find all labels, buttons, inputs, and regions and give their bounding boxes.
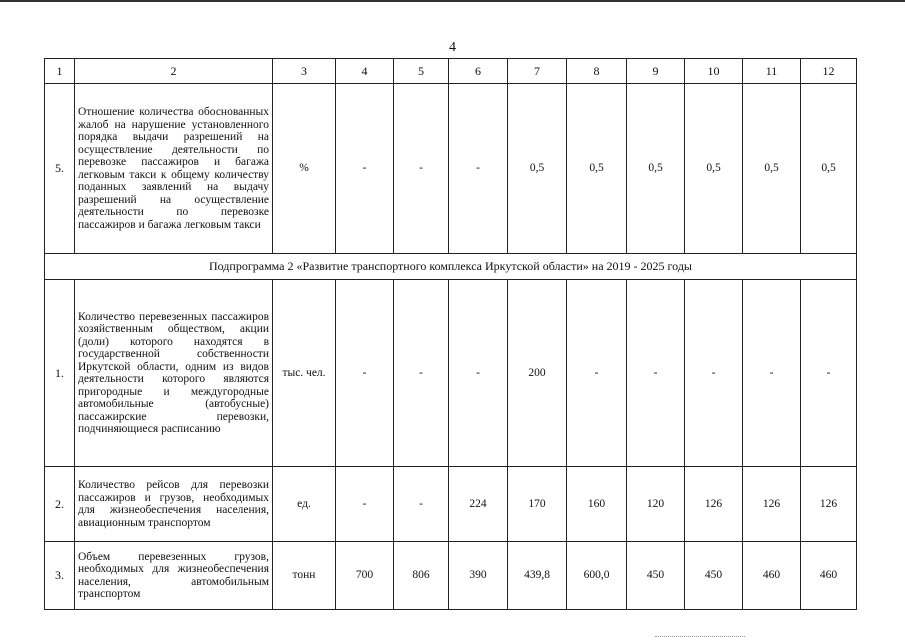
value-cell: 200 (508, 280, 567, 467)
top-border-line (0, 0, 905, 2)
value-cell: 126 (743, 467, 801, 542)
value-cell: - (743, 280, 801, 467)
value-cell: - (336, 467, 394, 542)
table-row (45, 84, 857, 254)
row-number: 2. (45, 467, 75, 542)
row-number: 5. (45, 84, 75, 254)
subprogram-row (45, 254, 857, 280)
value-cell: 0,5 (627, 84, 685, 254)
header-cell: 6 (449, 59, 508, 84)
header-cell: 4 (336, 59, 394, 84)
value-cell: 0,5 (743, 84, 801, 254)
subprogram-title: Подпрограмма 2 «Развитие транспортного комплекса Иркутской области» на 2019 - 2025 годы (45, 254, 857, 280)
value-cell: - (801, 280, 857, 467)
value-cell: - (567, 280, 627, 467)
row-number: 1. (45, 280, 75, 467)
value-cell: 224 (449, 467, 508, 542)
value-cell: 0,5 (508, 84, 567, 254)
header-cell: 1 (45, 59, 75, 84)
value-cell: 450 (685, 542, 743, 610)
value-cell: 126 (685, 467, 743, 542)
table-row (45, 280, 857, 467)
value-cell: 439,8 (508, 542, 567, 610)
value-cell: - (449, 280, 508, 467)
value-cell: 126 (801, 467, 857, 542)
scan-artifact (655, 636, 745, 638)
value-cell: 600,0 (567, 542, 627, 610)
indicator-description: Количество перевезенных пассажиров хозяйственным обществом, акции (доли) которого находятся в государственной собственности Иркутской области, одним из видов деятельности которого являются пригородные и междугородные автомобильные (автобусные) пассажирские перевозки, подчиняющиеся расписанию (75, 280, 273, 467)
value-cell: - (394, 467, 449, 542)
value-cell: 0,5 (685, 84, 743, 254)
page-number: 4 (449, 40, 456, 55)
header-cell: 3 (273, 59, 336, 84)
value-cell: 170 (508, 467, 567, 542)
value-cell: 806 (394, 542, 449, 610)
table-header-row (45, 59, 857, 84)
value-cell: - (394, 84, 449, 254)
value-cell: 460 (801, 542, 857, 610)
value-cell: - (685, 280, 743, 467)
row-number: 3. (45, 542, 75, 610)
value-cell: 120 (627, 467, 685, 542)
value-cell: 450 (627, 542, 685, 610)
header-cell: 7 (508, 59, 567, 84)
value-cell: 0,5 (801, 84, 857, 254)
header-cell: 11 (743, 59, 801, 84)
header-cell: 12 (801, 59, 857, 84)
unit-cell: % (273, 84, 336, 254)
value-cell: 700 (336, 542, 394, 610)
value-cell: - (394, 280, 449, 467)
indicators-table (44, 58, 857, 610)
value-cell: 0,5 (567, 84, 627, 254)
header-cell: 5 (394, 59, 449, 84)
header-cell: 8 (567, 59, 627, 84)
value-cell: - (336, 280, 394, 467)
header-cell: 2 (75, 59, 273, 84)
indicator-description: Объем перевезенных грузов, необходимых для жизнеобеспечения населения, автомобильным транспортом (75, 542, 273, 610)
value-cell: 460 (743, 542, 801, 610)
value-cell: 160 (567, 467, 627, 542)
value-cell: - (336, 84, 394, 254)
value-cell: 390 (449, 542, 508, 610)
header-cell: 10 (685, 59, 743, 84)
table-row (45, 542, 857, 610)
indicator-description: Количество рейсов для перевозки пассажиров и грузов, необходимых для жизнеобеспечения населения, авиационным транспортом (75, 467, 273, 542)
indicator-description: Отношение количества обоснованных жалоб на нарушение установленного порядка выдачи разрешений на осуществление деятельности по перевозке пассажиров и багажа легковым такси к общему количеству поданных заявлений на выдачу разрешений на осуществление деятельности по перевозке пассажиров и багажа легковым такси (75, 84, 273, 254)
header-cell: 9 (627, 59, 685, 84)
unit-cell: ед. (273, 467, 336, 542)
value-cell: - (449, 84, 508, 254)
table-row (45, 467, 857, 542)
unit-cell: тонн (273, 542, 336, 610)
value-cell: - (627, 280, 685, 467)
unit-cell: тыс. чел. (273, 280, 336, 467)
